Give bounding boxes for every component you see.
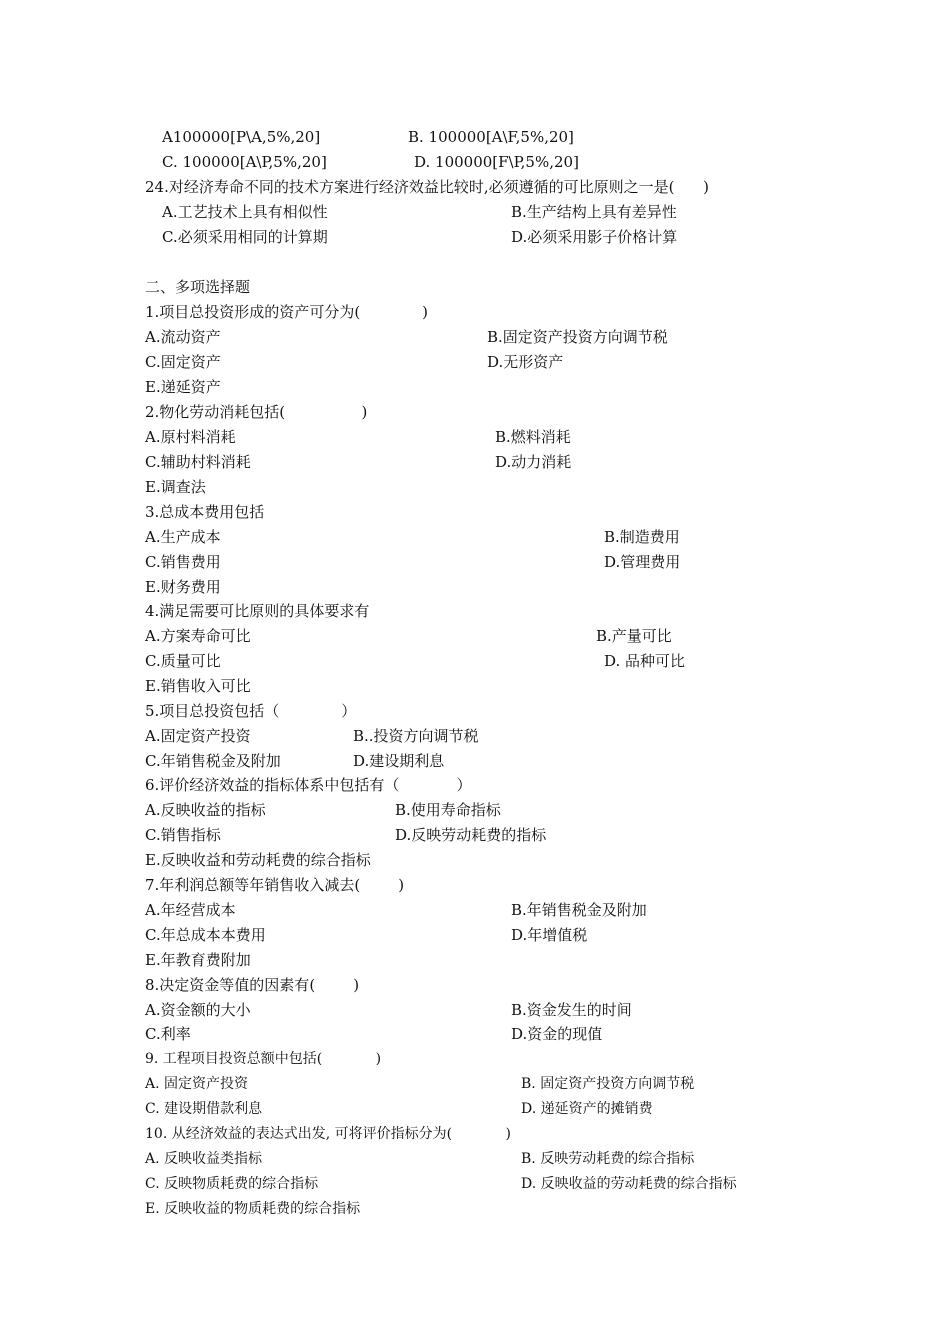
option-d: D. 100000[F\P,5%,20] <box>414 153 579 171</box>
option-e: E.销售收入可比 <box>145 677 251 695</box>
option-c: C.辅助村料消耗 <box>145 453 251 471</box>
option-d: D. 递延资产的摊销费 <box>521 1101 653 1117</box>
option-a: A.生产成本 <box>145 528 221 546</box>
option-b: B.年销售税金及附加 <box>511 901 647 919</box>
question-8-stem: 8.决定资金等值的因素有( ) <box>145 976 360 994</box>
option-row <box>0 749 950 773</box>
option-row <box>0 450 950 474</box>
option-row <box>0 225 950 249</box>
question-stem <box>0 873 950 897</box>
section-heading <box>0 275 950 299</box>
question-stem <box>0 300 950 324</box>
option-row <box>0 1147 950 1171</box>
option-e: E.调查法 <box>145 478 206 496</box>
option-row <box>0 798 950 822</box>
option-a: A100000[P\A,5%,20] <box>162 128 321 146</box>
option-c: C. 反映物质耗费的综合指标 <box>145 1176 319 1192</box>
question-stem <box>0 1122 950 1146</box>
option-a: A.工艺技术上具有相似性 <box>162 203 328 221</box>
option-row <box>0 350 950 374</box>
option-b: B.使用寿命指标 <box>395 801 501 819</box>
section-title: 二、多项选择题 <box>145 278 251 296</box>
option-row <box>0 1172 950 1196</box>
option-b: B.产量可比 <box>596 627 672 645</box>
option-a: A. 反映收益类指标 <box>145 1151 263 1167</box>
question-6-stem: 6.评价经济效益的指标体系中包括有（ ） <box>145 776 472 794</box>
option-b: B..投资方向调节税 <box>353 727 479 745</box>
option-b: B. 固定资产投资方向调节税 <box>521 1076 695 1092</box>
option-e: E.反映收益和劳动耗费的综合指标 <box>145 851 371 869</box>
option-c: C.销售指标 <box>145 826 221 844</box>
question-stem <box>0 175 950 199</box>
option-row <box>0 150 950 174</box>
option-a: A.资金额的大小 <box>145 1001 251 1019</box>
question-10-stem: 10. 从经济效益的表达式出发, 可将评价指标分为( ) <box>145 1126 511 1142</box>
option-b: B.制造费用 <box>604 528 680 546</box>
option-row <box>0 1097 950 1121</box>
option-row <box>0 1022 950 1046</box>
question-9-stem: 9. 工程项目投资总额中包括( ) <box>145 1051 382 1067</box>
option-row <box>0 1072 950 1096</box>
question-stem <box>0 599 950 623</box>
option-d: D.动力消耗 <box>495 453 572 471</box>
option-row <box>0 475 950 499</box>
option-c: C. 100000[A\P,5%,20] <box>162 153 327 171</box>
option-d: D.无形资产 <box>487 353 564 371</box>
option-c: C. 建设期借款利息 <box>145 1101 263 1117</box>
question-2-stem: 2.物化劳动消耗包括( ) <box>145 403 368 421</box>
option-row <box>0 898 950 922</box>
question-3-stem: 3.总成本费用包括 <box>145 503 265 521</box>
option-d: D.必须采用影子价格计算 <box>511 228 678 246</box>
option-a: A.固定资产投资 <box>145 727 251 745</box>
option-row <box>0 923 950 947</box>
option-b: B.资金发生的时间 <box>511 1001 632 1019</box>
option-row <box>0 823 950 847</box>
option-c: C.必须采用相同的计算期 <box>162 228 328 246</box>
option-row <box>0 575 950 599</box>
option-row <box>0 425 950 449</box>
option-row <box>0 674 950 698</box>
option-d: D. 反映收益的劳动耗费的综合指标 <box>521 1176 737 1192</box>
option-a: A.原村料消耗 <box>145 428 236 446</box>
option-d: D.资金的现值 <box>511 1025 603 1043</box>
option-row <box>0 848 950 872</box>
option-row <box>0 624 950 648</box>
option-a: A.反映收益的指标 <box>145 801 266 819</box>
option-row <box>0 1197 950 1221</box>
option-c: C.年销售税金及附加 <box>145 752 281 770</box>
question-1-stem: 1.项目总投资形成的资产可分为( ) <box>145 303 429 321</box>
option-e: E.递延资产 <box>145 378 221 396</box>
option-row <box>0 948 950 972</box>
option-a: A.年经营成本 <box>145 901 236 919</box>
option-d: D. 品种可比 <box>604 652 686 670</box>
option-a: A.流动资产 <box>145 328 221 346</box>
option-row <box>0 724 950 748</box>
option-c: C.年总成本本费用 <box>145 926 266 944</box>
option-c: C.销售费用 <box>145 553 221 571</box>
option-d: D.管理费用 <box>604 553 681 571</box>
option-e: E. 反映收益的物质耗费的综合指标 <box>145 1201 361 1217</box>
option-e: E.财务费用 <box>145 578 221 596</box>
option-row <box>0 125 950 149</box>
question-stem <box>0 773 950 797</box>
option-e: E.年教育费附加 <box>145 951 251 969</box>
option-b: B.燃料消耗 <box>495 428 571 446</box>
option-b: B.固定资产投资方向调节税 <box>487 328 668 346</box>
option-a: A.方案寿命可比 <box>145 627 251 645</box>
option-row <box>0 200 950 224</box>
question-4-stem: 4.满足需要可比原则的具体要求有 <box>145 602 370 620</box>
question-stem <box>0 1047 950 1071</box>
option-row <box>0 375 950 399</box>
question-stem <box>0 699 950 723</box>
question-stem <box>0 400 950 424</box>
option-a: A. 固定资产投资 <box>145 1076 249 1092</box>
option-row <box>0 649 950 673</box>
option-d: D.建设期利息 <box>353 752 445 770</box>
option-row <box>0 325 950 349</box>
option-c: C.质量可比 <box>145 652 221 670</box>
option-b: B. 反映劳动耗费的综合指标 <box>521 1151 695 1167</box>
option-d: D.年增值税 <box>511 926 588 944</box>
question-stem <box>0 500 950 524</box>
question-5-stem: 5.项目总投资包括（ ） <box>145 702 357 720</box>
question-24-stem: 24.对经济寿命不同的技术方案进行经济效益比较时,必须遵循的可比原则之一是( ) <box>145 178 709 196</box>
option-row <box>0 550 950 574</box>
question-7-stem: 7.年利润总额等年销售收入减去( ) <box>145 876 405 894</box>
option-c: C.固定资产 <box>145 353 221 371</box>
option-row <box>0 525 950 549</box>
option-c: C.利率 <box>145 1025 191 1043</box>
option-row <box>0 998 950 1022</box>
option-d: D.反映劳动耗费的指标 <box>395 826 547 844</box>
option-b: B.生产结构上具有差异性 <box>511 203 677 221</box>
option-b: B. 100000[A\F,5%,20] <box>408 128 574 146</box>
question-stem <box>0 973 950 997</box>
